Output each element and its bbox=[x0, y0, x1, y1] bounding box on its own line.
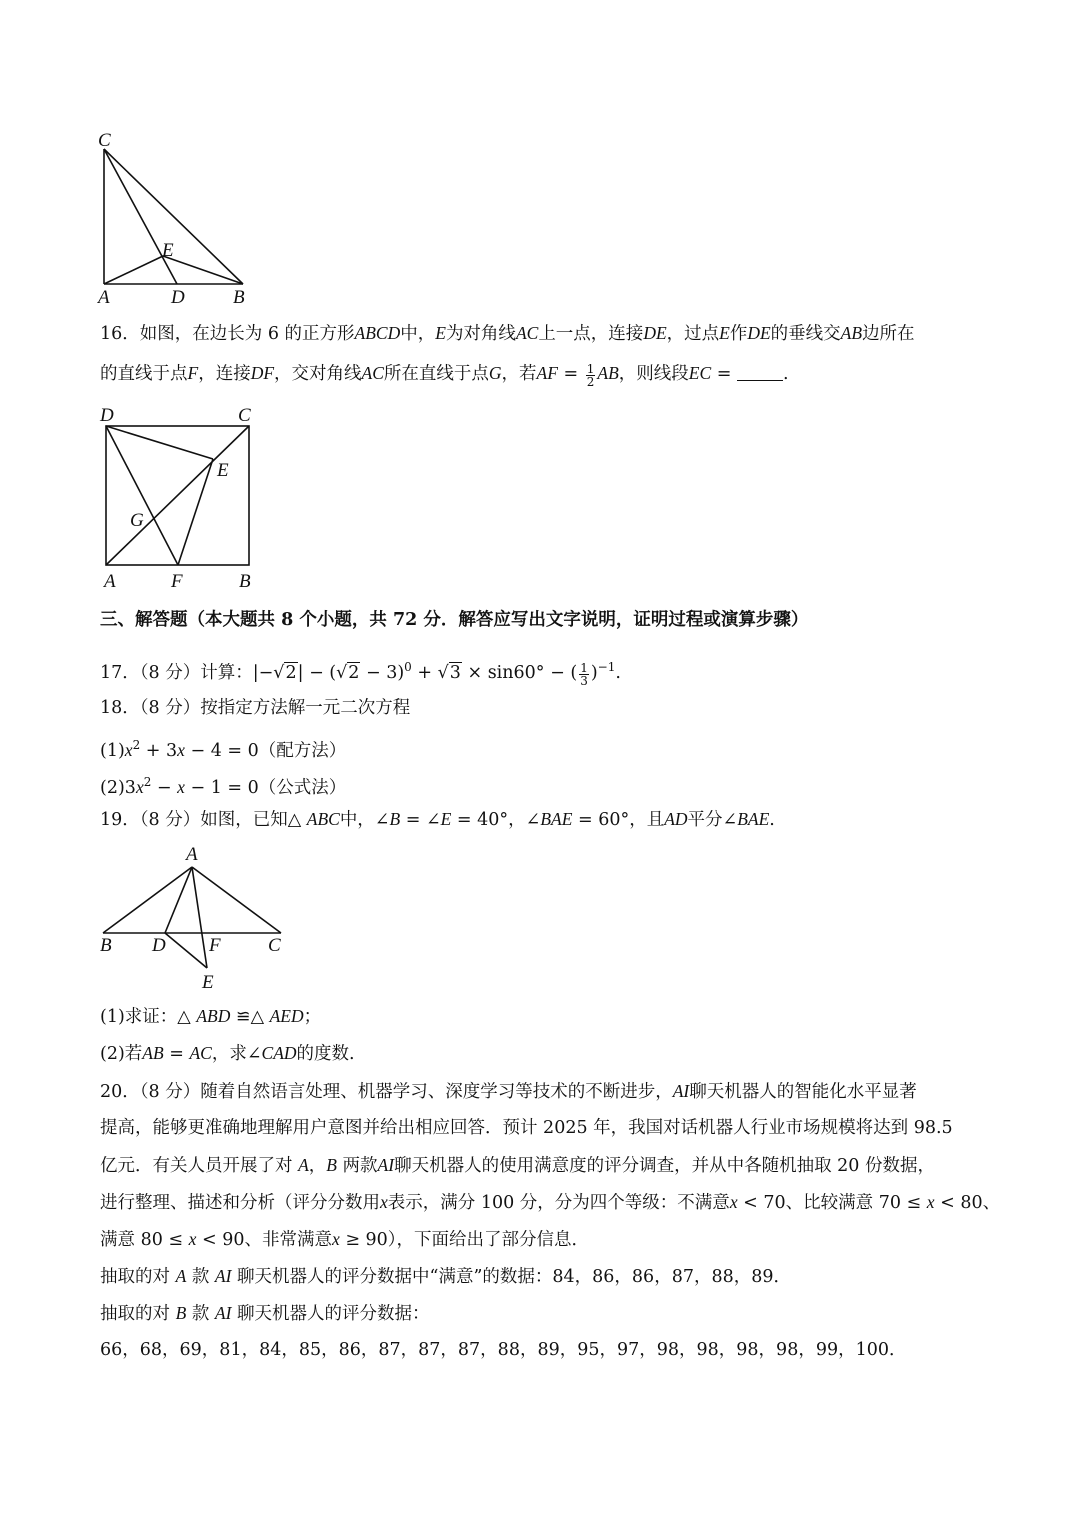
q20-line4: 进行整理、描述和分析（评分分数用x表示，满分 100 分，分为四个等级：不满意x < 70、比较满意 70 ≤ x < 80、 bbox=[100, 1192, 1001, 1213]
label-c: C bbox=[238, 405, 251, 426]
q20-line1: 20．（8 分）随着自然语言处理、机器学习、深度学习等技术的不断进步，AI聊天机器人的智能化水平显著 bbox=[100, 1081, 917, 1102]
label-b: B bbox=[100, 935, 112, 956]
label-b: B bbox=[233, 287, 245, 308]
square-figure bbox=[90, 398, 270, 598]
label-f: F bbox=[171, 571, 183, 592]
q20-line5: 满意 80 ≤ x < 90、非常满意x ≥ 90），下面给出了部分信息． bbox=[100, 1229, 590, 1250]
label-a: A bbox=[104, 571, 116, 592]
label-a: A bbox=[186, 844, 198, 865]
label-c: C bbox=[98, 130, 111, 151]
q18-part1: $(1)x^2 + 3x - 4 = 0$（配方法） bbox=[100, 738, 347, 761]
label-d: D bbox=[152, 935, 166, 956]
q18-title: 18．（8 分）按指定方法解一元二次方程 bbox=[100, 698, 411, 718]
q20-line2: 提高，能够更准确地理解用户意图并给出相应回答．预计 2025 年，我国对话机器人行业市场规模将达到 98.5 bbox=[100, 1118, 953, 1138]
triangle-figure bbox=[90, 128, 260, 308]
label-g: G bbox=[130, 510, 144, 531]
q17-line: 17．（8 分）计算：$|-√2| - (√2 - 3)^0 + √3 \times \sin 60^\circ$ − ( $\frac{1}{3}$ )$^{-1}$. bbox=[100, 660, 621, 688]
label-d: D bbox=[100, 405, 114, 426]
q20-line6: 抽取的对 A 款 AI 聊天机器人的评分数据中“满意”的数据：84，86，86，87，88，89． bbox=[100, 1266, 791, 1287]
q20-line8: 66，68，69，81，84，85，86，87，87，87，88，89，95，97，98，98，98，98，99，100． bbox=[100, 1340, 907, 1360]
q19-part2: (2)若AB = AC，求∠CAD的度数. bbox=[100, 1043, 355, 1064]
q16-line1: 16．如图，在边长为 6 的正方形ABCD中，E为对角线AC上一点，连接DE，过点E作DE的垂线交AB边所在 bbox=[100, 323, 915, 344]
q19-figure bbox=[90, 840, 300, 1000]
section-heading: 三、解答题（本大题共 8 个小题，共 72 分．解答应写出文字说明，证明过程或演算步骤） bbox=[100, 610, 809, 630]
label-e: E bbox=[217, 460, 229, 481]
q19-part1: (1)求证：△ ABD ≌△ AED； bbox=[100, 1006, 322, 1027]
q20-line7: 抽取的对 B 款 AI 聊天机器人的评分数据： bbox=[100, 1303, 430, 1324]
q16-line2: 的直线于点F，连接DF，交对角线AC所在直线于点G，若AF = $\frac{1}{2}$ AB，则线段EC = . bbox=[100, 362, 789, 389]
q18-part2: $(2)3x^2 - x - 1 = 0$（公式法） bbox=[100, 775, 347, 798]
fraction-one-third: $\frac{1}{3}$ bbox=[580, 660, 588, 688]
q19-line: 19．（8 分）如图，已知△ ABC中，∠B = ∠E = 40°，∠BAE = 60°，且AD平分∠BAE. bbox=[100, 809, 775, 830]
label-b: B bbox=[239, 571, 251, 592]
label-f: F bbox=[209, 935, 221, 956]
label-e: E bbox=[162, 240, 174, 261]
fraction-one-half: $\frac{1}{2}$ bbox=[586, 362, 595, 389]
label-d: D bbox=[171, 287, 185, 308]
answer-blank bbox=[737, 364, 783, 381]
label-c: C bbox=[268, 935, 281, 956]
q20-line3: 亿元．有关人员开展了对 A，B 两款AI聊天机器人的使用满意度的评分调查，并从中各随机抽取 20 份数据， bbox=[100, 1155, 935, 1176]
label-e: E bbox=[202, 972, 214, 993]
label-a: A bbox=[98, 287, 110, 308]
